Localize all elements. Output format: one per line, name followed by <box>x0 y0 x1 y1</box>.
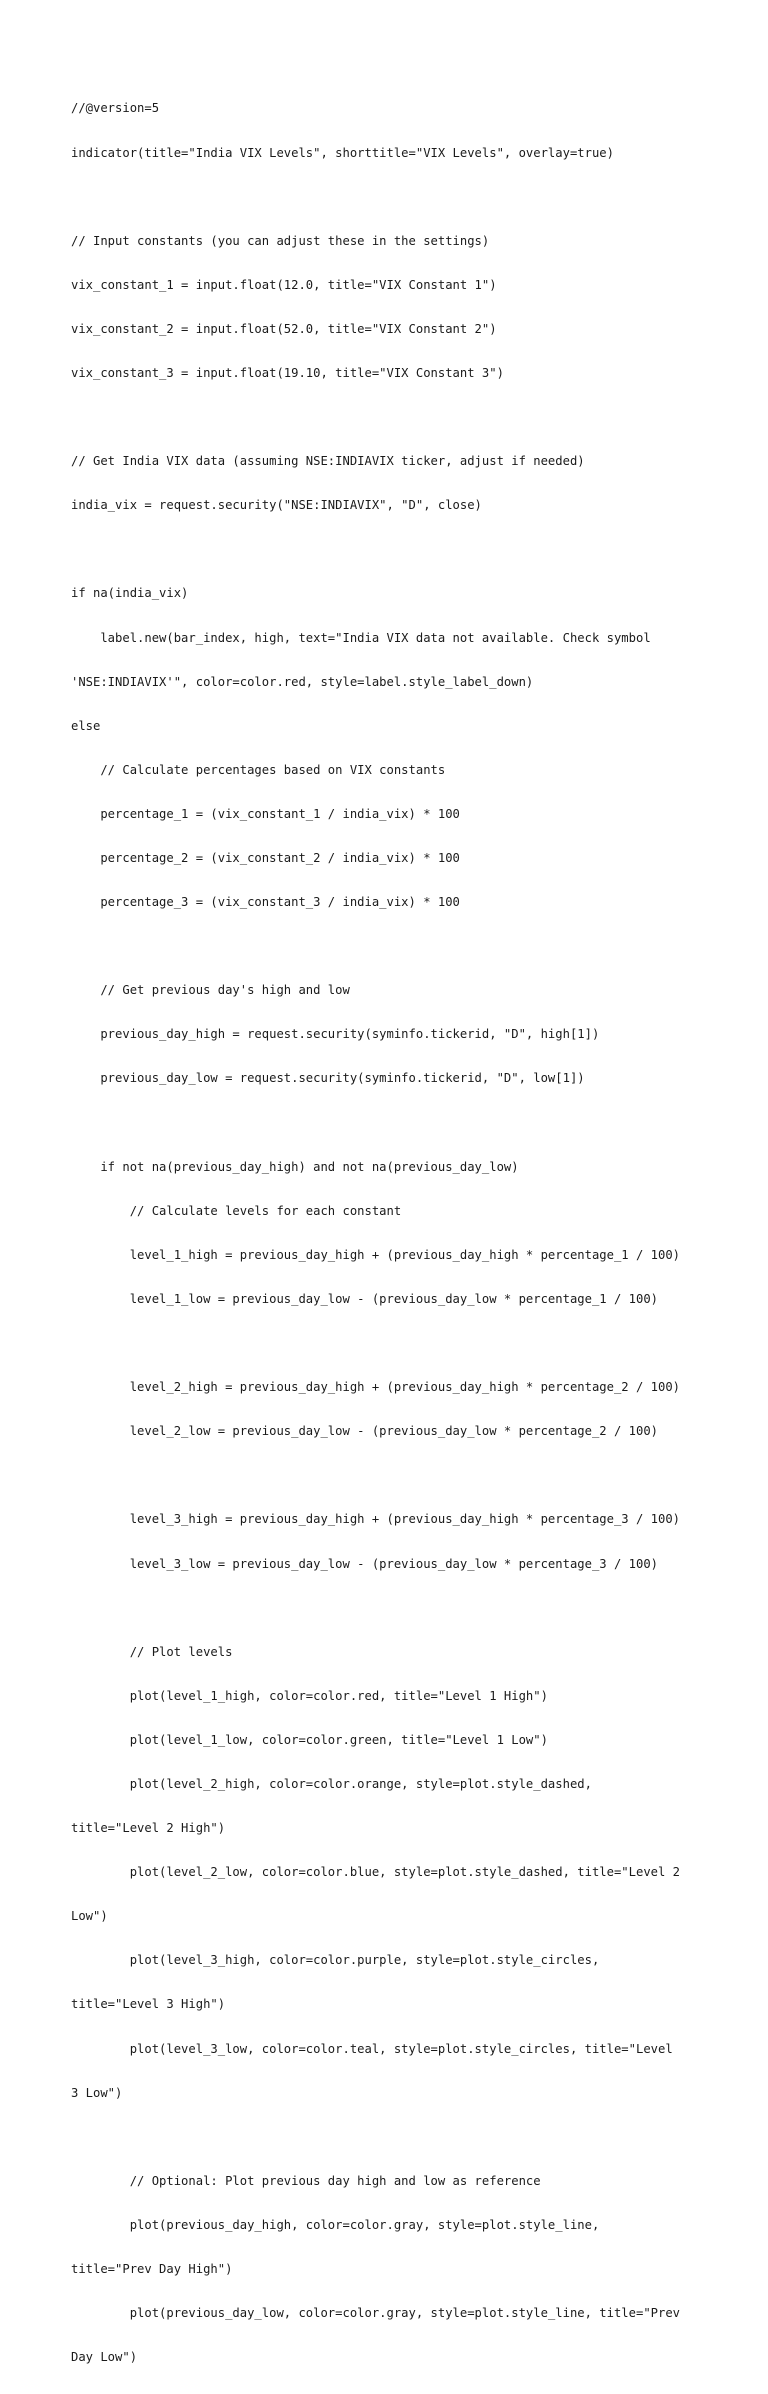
code-line: plot(level_3_low, color=color.teal, style=plot.style_circles, title="Level <box>71 2041 673 2056</box>
code-line: // Get India VIX data (assuming NSE:INDIAVIX ticker, adjust if needed) <box>71 454 585 469</box>
code-line: plot(level_1_low, color=color.green, title="Level 1 Low") <box>71 1732 548 1747</box>
code-line: if na(india_vix) <box>71 586 189 601</box>
code-line <box>71 1116 680 1131</box>
code-line: previous_day_low = request.security(syminfo.tickerid, "D", low[1]) <box>71 1071 585 1086</box>
code-listing <box>71 72 680 2394</box>
code-line <box>71 1468 680 1483</box>
code-line: plot(level_1_high, color=color.red, title="Level 1 High") <box>71 1688 548 1703</box>
code-line: vix_constant_2 = input.float(52.0, title="VIX Constant 2") <box>71 321 497 336</box>
code-line: plot(level_2_low, color=color.blue, style=plot.style_dashed, title="Level 2 <box>71 1865 681 1880</box>
code-line: //@version=5 <box>71 101 160 116</box>
code-line: plot(previous_day_low, color=color.gray, style=plot.style_line, title="Prev <box>71 2306 681 2321</box>
code-line: vix_constant_3 = input.float(19.10, title="VIX Constant 3") <box>71 365 504 380</box>
code-line: // Calculate percentages based on VIX constants <box>71 762 446 777</box>
code-line <box>71 542 680 557</box>
code-line: 'NSE:INDIAVIX'", color=color.red, style=label.style_label_down) <box>71 674 534 689</box>
code-line: india_vix = request.security("NSE:INDIAVIX", "D", close) <box>71 498 482 513</box>
code-line: percentage_1 = (vix_constant_1 / india_vix) * 100 <box>71 806 460 821</box>
code-line: level_3_low = previous_day_low - (previous_day_low * percentage_3 / 100) <box>71 1556 658 1571</box>
code-line: level_2_high = previous_day_high + (previous_day_high * percentage_2 / 100) <box>71 1380 681 1395</box>
code-line: Day Low") <box>71 2350 138 2365</box>
code-line: else <box>71 718 101 733</box>
code-line: level_3_high = previous_day_high + (previous_day_high * percentage_3 / 100) <box>71 1512 681 1527</box>
code-line: // Optional: Plot previous day high and low as reference <box>71 2173 541 2188</box>
code-line: plot(level_2_high, color=color.orange, style=plot.style_dashed, <box>71 1776 592 1791</box>
code-line: plot(previous_day_high, color=color.gray, style=plot.style_line, <box>71 2217 600 2232</box>
code-line <box>71 190 680 205</box>
code-line <box>71 1601 680 1616</box>
code-line <box>71 1336 680 1351</box>
code-line: level_2_low = previous_day_low - (previous_day_low * percentage_2 / 100) <box>71 1424 658 1439</box>
code-line: // Calculate levels for each constant <box>71 1203 402 1218</box>
code-line: // Input constants (you can adjust these in the settings) <box>71 233 490 248</box>
code-line: title="Prev Day High") <box>71 2262 233 2276</box>
code-line: plot(level_3_high, color=color.purple, style=plot.style_circles, <box>71 1953 600 1968</box>
code-line: title="Level 3 High") <box>71 1997 226 2012</box>
code-line <box>71 410 680 425</box>
code-line: Low") <box>71 1909 108 1924</box>
code-line: vix_constant_1 = input.float(12.0, title="VIX Constant 1") <box>71 277 497 292</box>
code-line <box>71 2130 680 2145</box>
code-line: // Plot levels <box>71 1644 233 1659</box>
code-line: previous_day_high = request.security(syminfo.tickerid, "D", high[1]) <box>71 1027 600 1042</box>
code-line: level_1_low = previous_day_low - (previous_day_low * percentage_1 / 100) <box>71 1291 658 1306</box>
code-line <box>71 939 680 954</box>
code-line: 3 Low") <box>71 2085 123 2100</box>
code-line: // Get previous day's high and low <box>71 983 350 998</box>
code-line: if not na(previous_day_high) and not na(previous_day_low) <box>71 1159 519 1174</box>
code-line: percentage_3 = (vix_constant_3 / india_vix) * 100 <box>71 895 460 910</box>
code-line: level_1_high = previous_day_high + (previous_day_high * percentage_1 / 100) <box>71 1247 681 1262</box>
code-line: title="Level 2 High") <box>71 1821 226 1836</box>
code-line: indicator(title="India VIX Levels", shorttitle="VIX Levels", overlay=true) <box>71 145 614 160</box>
code-line: percentage_2 = (vix_constant_2 / india_vix) * 100 <box>71 851 460 865</box>
code-line: label.new(bar_index, high, text="India VIX data not available. Check symbol <box>71 630 651 645</box>
